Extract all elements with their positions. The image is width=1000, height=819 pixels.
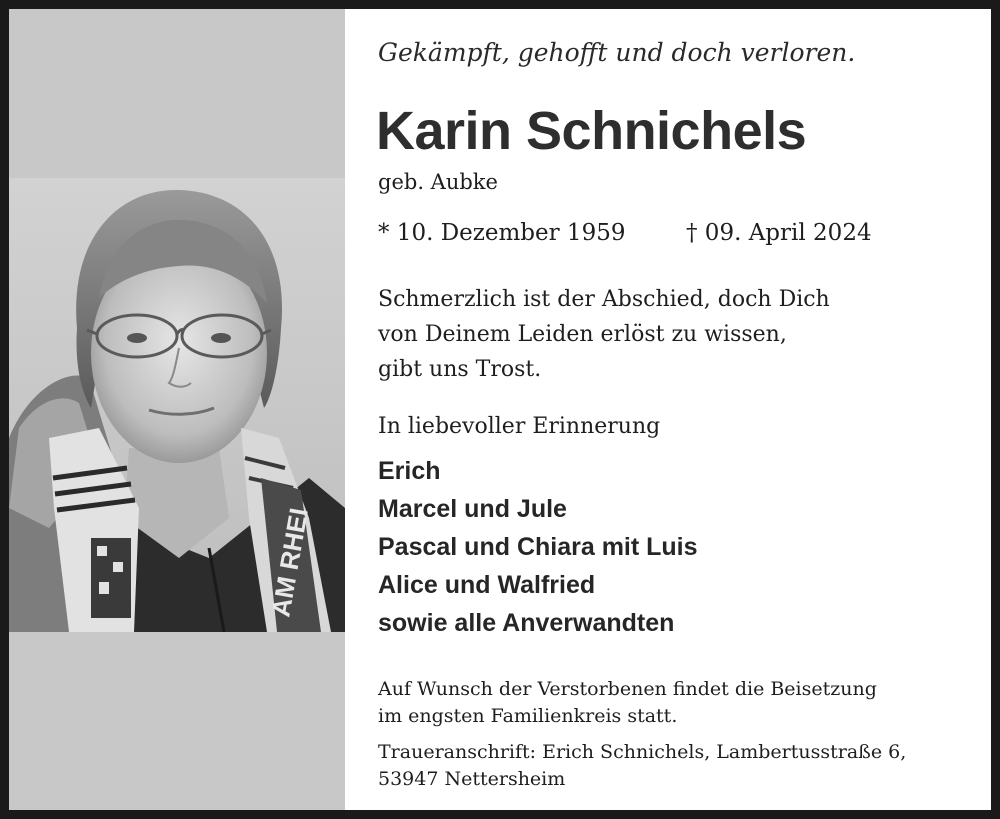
portrait-photo <box>9 178 345 632</box>
mourner: Alice und Walfried <box>378 571 596 599</box>
remembrance-line: In liebevoller Erinnerung <box>378 414 661 439</box>
address-line: 53947 Nettersheim <box>378 768 566 790</box>
scarf-text: AM RHEI <box>265 505 314 620</box>
verse-line: gibt uns Trost. <box>378 357 542 382</box>
verse-line: von Deinem Leiden erlöst zu wissen, <box>378 322 787 347</box>
mourner: Pascal und Chiara mit Luis <box>378 533 698 561</box>
verse <box>378 282 830 387</box>
mourner: Marcel und Jule <box>378 495 567 523</box>
death-date: † 09. April 2024 <box>686 220 872 246</box>
mourning-address <box>378 739 906 793</box>
notice-line: im engsten Familienkreis statt. <box>378 705 678 727</box>
mourner: sowie alle Anverwandten <box>378 609 675 637</box>
mourners-list <box>378 452 698 642</box>
birth-date: * 10. Dezember 1959 <box>378 220 626 246</box>
mourner: Erich <box>378 457 441 485</box>
motto: Gekämpft, gehofft und doch verloren. <box>378 38 856 67</box>
verse-line: Schmerzlich ist der Abschied, doch Dich <box>378 287 830 312</box>
address-line: Traueranschrift: Erich Schnichels, Lambertusstraße 6, <box>378 741 907 763</box>
burial-notice <box>378 676 877 730</box>
birth-name: geb. Aubke <box>378 170 498 194</box>
life-dates <box>378 220 898 246</box>
notice-line: Auf Wunsch der Verstorbenen findet die Beisetzung <box>378 678 877 700</box>
deceased-name: Karin Schnichels <box>376 101 807 161</box>
